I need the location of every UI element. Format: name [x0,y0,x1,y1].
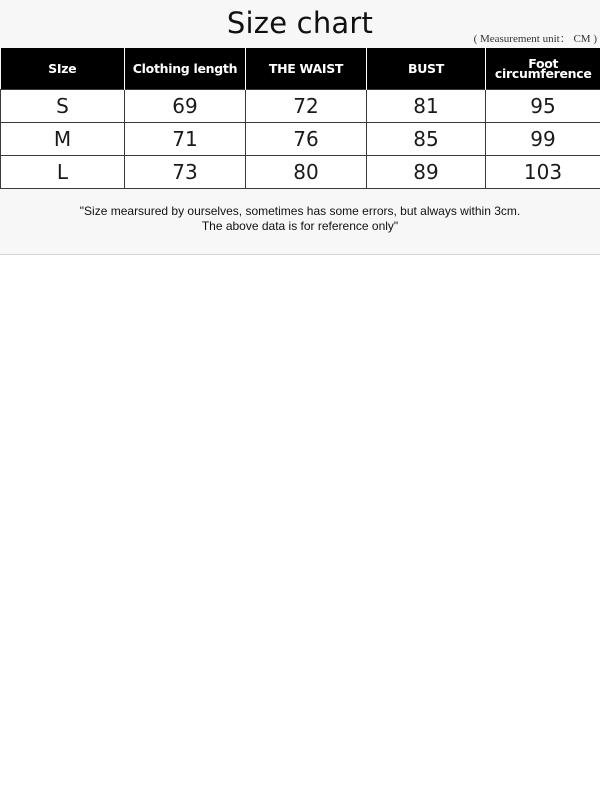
disclaimer-line-2: The above data is for reference only" [201,219,399,233]
table-cell-foot-circumference: 103 [486,156,600,189]
table-cell-size: M [1,123,125,156]
table-row [1,90,600,123]
table-cell-size: S [1,90,125,123]
table-cell-clothing-length: 71 [125,123,246,156]
table-cell-size: L [1,156,125,189]
column-header-foot-circumference: Foot circumference [486,48,600,90]
column-header-clothing-length: Clothing length [125,48,246,90]
table-cell-bust: 85 [367,123,486,156]
table-cell-foot-circumference: 95 [486,90,600,123]
table-cell-bust: 89 [367,156,486,189]
size-chart-panel [0,0,600,255]
table-cell-waist: 76 [246,123,367,156]
column-header-waist: THE WAIST [246,48,367,90]
measurement-unit-note: ( Measurement unit： CM ) [473,33,597,45]
page-title: Size chart [226,6,374,40]
table-cell-waist: 80 [246,156,367,189]
table-row [1,123,600,156]
table-row [1,156,600,189]
disclaimer-line-1: "Size mearsured by ourselves, sometimes has some errors, but always within 3cm. [79,204,521,218]
table-cell-clothing-length: 73 [125,156,246,189]
table-header-row [1,48,600,90]
column-header-bust: BUST [367,48,486,90]
table-cell-foot-circumference: 99 [486,123,600,156]
size-table [0,48,600,189]
disclaimer-note [0,204,600,234]
table-cell-clothing-length: 69 [125,90,246,123]
table-cell-bust: 81 [367,90,486,123]
table-cell-waist: 72 [246,90,367,123]
column-header-size: SIze [1,48,125,90]
